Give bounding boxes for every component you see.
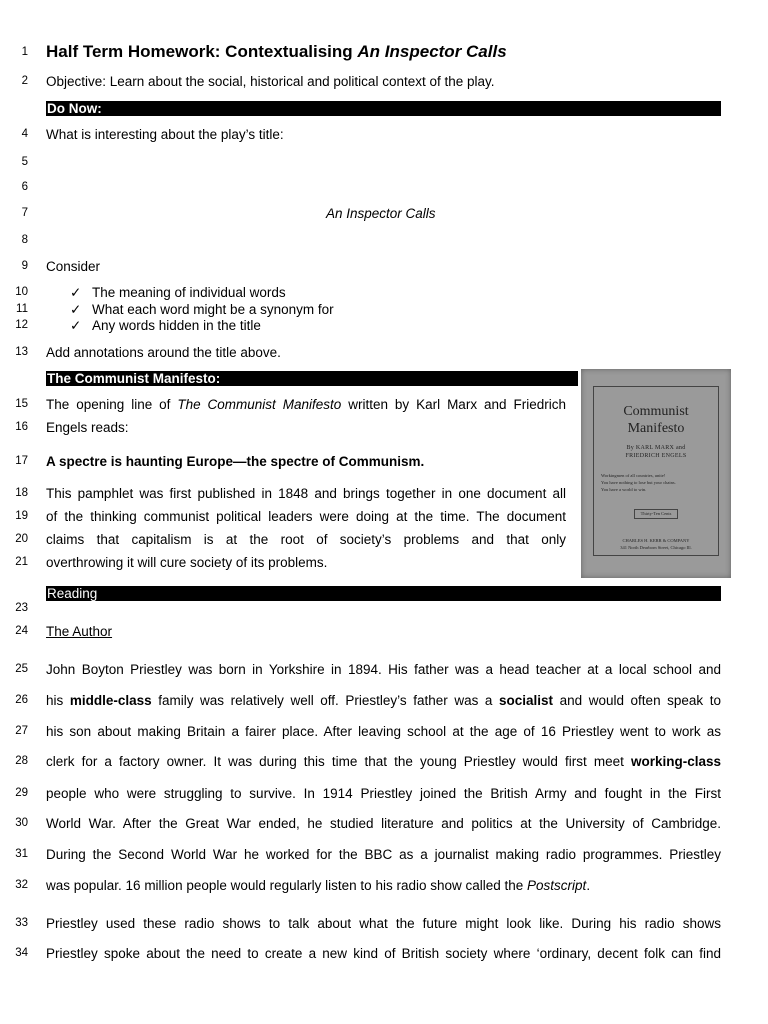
line-number: 31: [15, 848, 28, 860]
cover-border: [593, 386, 719, 556]
line-number: 28: [15, 755, 28, 767]
author-subheading: The Author: [46, 624, 113, 639]
line-number: 29: [15, 787, 28, 799]
line-number: 1: [21, 46, 28, 58]
line-number: 25: [15, 663, 28, 675]
reading-line: people who were struggling to survive. In 1914 Priestley joined the British Army and fought in the First: [46, 786, 721, 801]
line-number: 20: [15, 533, 28, 545]
line-number: 30: [15, 817, 28, 829]
line-number: 11: [16, 303, 28, 315]
reading-line: clerk for a factory owner. It was during this time that the young Priestley would first meet working-class: [46, 754, 721, 769]
reading-heading: Reading: [46, 586, 721, 601]
reading-line: his son about making Britain a fairer place. After leaving school at the age of 16 Priestley went to work as: [46, 724, 721, 739]
line-number: 16: [15, 421, 28, 433]
centered-play-title: An Inspector Calls: [326, 206, 436, 221]
do-now-prompt: What is interesting about the play’s title:: [46, 127, 284, 142]
objective-text: Objective: Learn about the social, historical and political context of the play.: [46, 74, 495, 89]
reading-line: his middle-class family was relatively well off. Priestley’s father was a socialist and would often speak to: [46, 693, 722, 708]
line-number: 26: [15, 694, 28, 706]
checklist-item: ✓ What each word might be a synonym for: [70, 302, 334, 317]
reading-line: Priestley spoke about the need to create a new kind of British society where ‘ordinary, decent folk can find: [46, 946, 721, 961]
line-number: 2: [21, 75, 28, 87]
line-number: 34: [15, 947, 28, 959]
check-icon: ✓: [70, 285, 82, 300]
line-number: 12: [15, 319, 28, 331]
line-number: 18: [15, 487, 28, 499]
line-number: 9: [21, 260, 28, 272]
line-number: 21: [15, 556, 28, 568]
line-number: 13: [15, 346, 28, 358]
cover-authors: By KARL MARX and FRIEDRICH ENGELS: [625, 445, 687, 459]
line-number: 8: [21, 234, 28, 246]
line-number: 23: [15, 602, 28, 614]
manifesto-heading: The Communist Manifesto:: [46, 371, 578, 386]
checklist-item: ✓ The meaning of individual words: [70, 285, 286, 300]
check-icon: ✓: [70, 318, 82, 333]
line-number: 15: [15, 398, 28, 410]
cover-quote: Workingmen of all countries, unite! You have nothing to lose but your chains. You have a world to win.: [601, 473, 676, 492]
consider-label: Consider: [46, 259, 101, 274]
manifesto-line: claims that capitalism is at the root of society’s problems and that only: [46, 532, 566, 547]
manifesto-line: of the thinking communist political leaders were doing at the time. The document: [46, 509, 566, 524]
do-now-heading: Do Now:: [46, 101, 721, 116]
line-number: 19: [15, 510, 28, 522]
cover-publisher: CHARLES H. KERR & COMPANY 341 North Dearborn Street, Chicago Ill.: [620, 538, 692, 550]
reading-line: John Boyton Priestley was born in Yorkshire in 1894. His father was a head teacher at a local school and: [46, 662, 721, 677]
reading-line: Priestley used these radio shows to talk about what the future might look like. During his radio shows: [46, 916, 721, 931]
manifesto-line: overthrowing it will cure society of its problems.: [46, 555, 328, 570]
reading-line: During the Second World War he worked for the BBC as a journalist making radio programmes. Priestley: [46, 847, 721, 862]
line-number: 10: [15, 286, 28, 298]
cover-price: Thirty-Ten Cents: [634, 509, 678, 519]
page-title: Half Term Homework: Contextualising An Inspector Calls: [46, 42, 507, 61]
annotate-instruction: Add annotations around the title above.: [46, 345, 281, 360]
line-number: 32: [15, 879, 28, 891]
manifesto-cover-image: [581, 369, 731, 578]
line-number: 4: [21, 128, 28, 140]
check-icon: ✓: [70, 302, 82, 317]
checklist-item: ✓ Any words hidden in the title: [70, 318, 261, 333]
line-number: 17: [15, 455, 28, 467]
manifesto-line: The opening line of The Communist Manifesto written by Karl Marx and Friedrich: [46, 397, 566, 412]
reading-line: World War. After the Great War ended, he studied literature and politics at the University of Cambridge.: [46, 816, 721, 831]
line-number: 5: [21, 156, 28, 168]
line-number: 33: [15, 917, 28, 929]
reading-line: was popular. 16 million people would regularly listen to his radio show called the Postscript.: [46, 878, 591, 893]
line-number: 24: [15, 625, 28, 637]
line-number: 27: [15, 725, 28, 737]
cover-title: Communist Manifesto: [623, 404, 689, 436]
manifesto-line: This pamphlet was first published in 1848 and brings together in one document all: [46, 486, 566, 501]
line-number: 7: [21, 207, 28, 219]
line-number: 6: [21, 181, 28, 193]
manifesto-quote: A spectre is haunting Europe—the spectre of Communism.: [46, 454, 425, 469]
manifesto-line: Engels reads:: [46, 420, 129, 435]
